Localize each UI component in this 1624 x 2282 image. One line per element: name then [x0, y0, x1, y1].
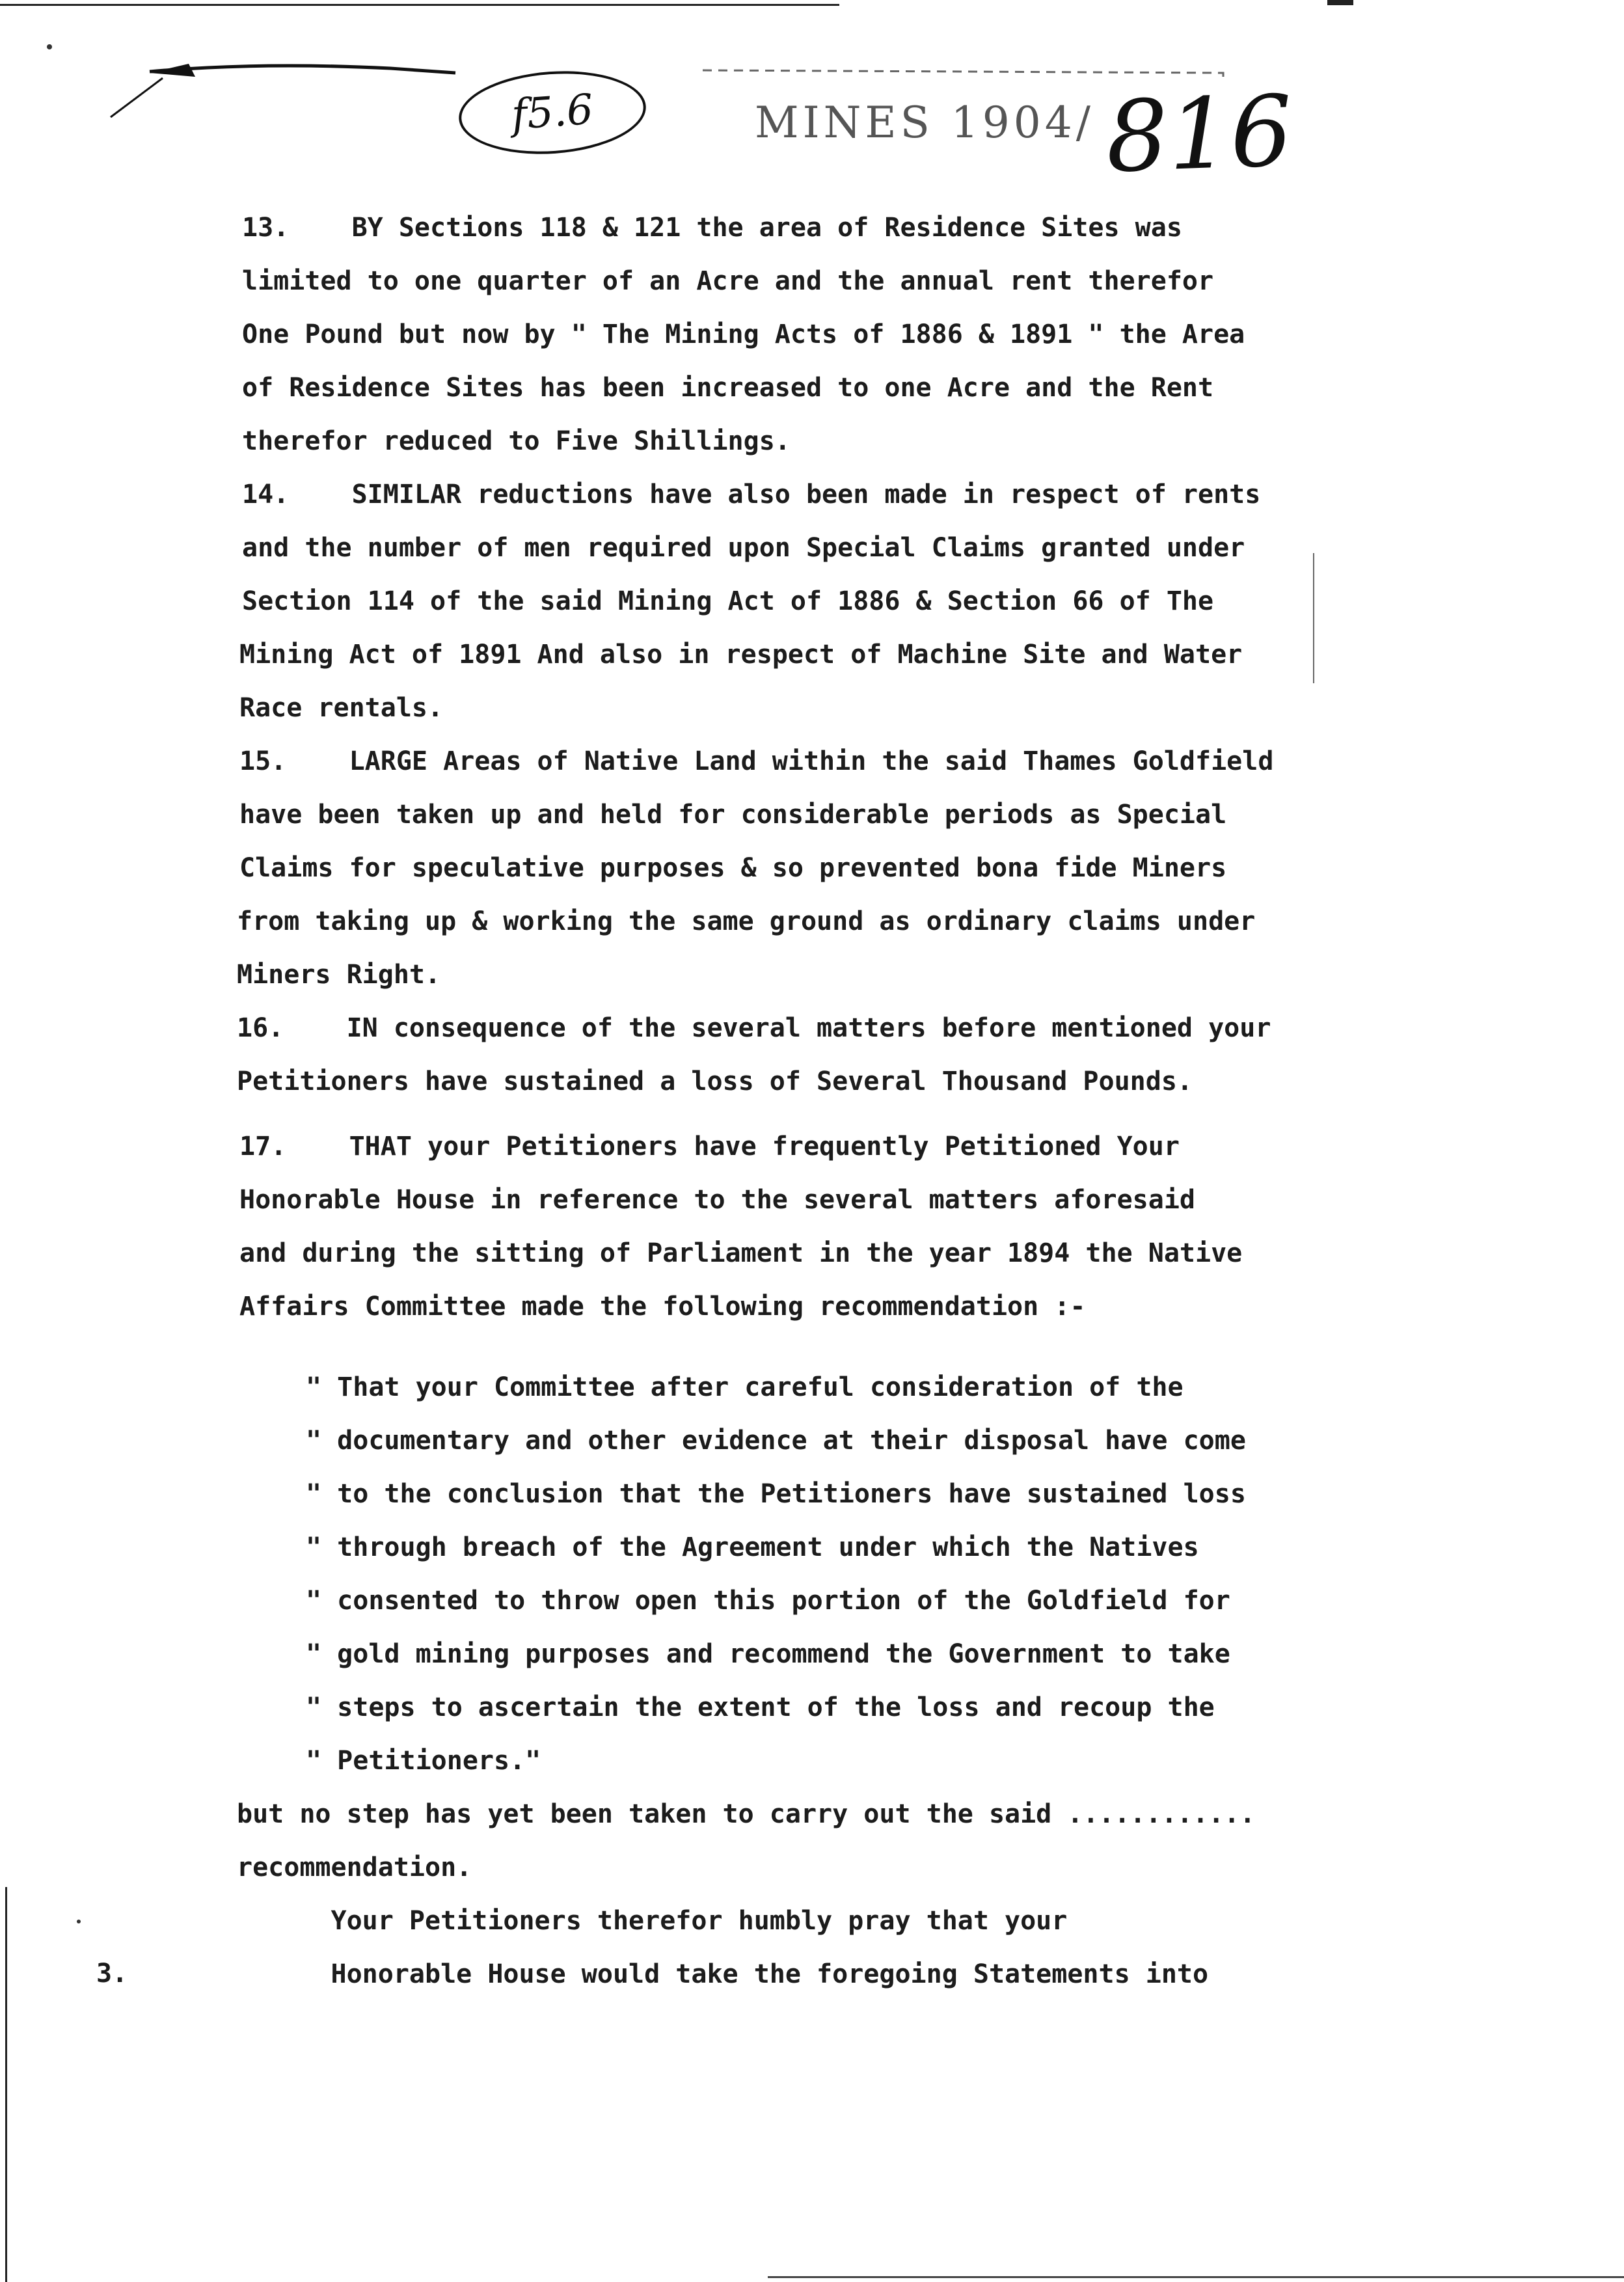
body-line: and the number of men required upon Special Claims granted under	[242, 533, 1245, 563]
closing-line: Your Petitioners therefor humbly pray that your	[237, 1906, 1068, 1936]
closing-line: recommendation.	[237, 1853, 472, 1882]
quote-line: " Petitioners."	[306, 1746, 541, 1776]
quote-line: " to the conclusion that the Petitioners have sustained loss	[306, 1479, 1246, 1509]
page-header	[0, 0, 1624, 195]
archive-stamp: MINES 1904/	[755, 98, 1094, 148]
body-line: 13. BY Sections 118 & 121 the area of Residence Sites was	[242, 213, 1182, 243]
closing-line: but no step has yet been taken to carry out the said ............	[237, 1799, 1256, 1829]
circled-reference-number: f5.6	[456, 65, 649, 160]
quote-line: " consented to throw open this portion of the Goldfield for	[306, 1586, 1230, 1616]
quote-line: " through breach of the Agreement under which the Natives	[306, 1532, 1199, 1562]
margin-bracket	[1313, 553, 1314, 683]
body-line: Affairs Committee made the following recommendation :-	[239, 1292, 1086, 1322]
quote-line: " documentary and other evidence at their disposal have come	[306, 1426, 1246, 1456]
body-line: 15. LARGE Areas of Native Land within the said Thames Goldfield	[239, 746, 1274, 776]
handwritten-strokes	[0, 0, 1624, 182]
body-line: of Residence Sites has been increased to one Acre and the Rent	[242, 373, 1214, 403]
scan-edge-bottom	[768, 2276, 1624, 2278]
quote-line: " gold mining purposes and recommend the Government to take	[306, 1639, 1230, 1669]
body-line: 14. SIMILAR reductions have also been made in respect of rents	[242, 480, 1261, 509]
margin-page-number: 3.	[96, 1959, 128, 1989]
body-line: Claims for speculative purposes & so prevented bona fide Miners	[239, 853, 1227, 883]
body-line: Honorable House in reference to the several matters aforesaid	[239, 1185, 1196, 1215]
body-line: limited to one quarter of an Acre and the annual rent therefor	[242, 266, 1214, 296]
body-line: Petitioners have sustained a loss of Several Thousand Pounds.	[237, 1066, 1193, 1096]
body-line: 16. IN consequence of the several matters before mentioned your	[237, 1013, 1271, 1043]
body-line: Miners Right.	[237, 960, 441, 990]
body-line: One Pound but now by " The Mining Acts of 1886 & 1891 " the Area	[242, 319, 1245, 349]
body-line: have been taken up and held for considerable periods as Special	[239, 800, 1227, 830]
closing-line: Honorable House would take the foregoing Statements into	[237, 1959, 1209, 1989]
scan-speck	[77, 1920, 81, 1923]
body-line: Mining Act of 1891 And also in respect of Machine Site and Water	[239, 640, 1243, 670]
body-line: therefor reduced to Five Shillings.	[242, 426, 791, 456]
body-line: from taking up & working the same ground as ordinary claims under	[237, 906, 1256, 936]
folio-number: 816	[1104, 75, 1295, 195]
quote-line: " That your Committee after careful consideration of the	[306, 1372, 1184, 1402]
body-line: Section 114 of the said Mining Act of 1886 & Section 66 of The	[242, 586, 1214, 616]
scan-edge-left	[5, 1887, 7, 2282]
body-line: and during the sitting of Parliament in the year 1894 the Native	[239, 1238, 1243, 1268]
body-line: Race rentals.	[239, 693, 444, 723]
quote-line: " steps to ascertain the extent of the loss and recoup the	[306, 1692, 1215, 1722]
body-line: 17. THAT your Petitioners have frequently Petitioned Your	[239, 1132, 1180, 1161]
